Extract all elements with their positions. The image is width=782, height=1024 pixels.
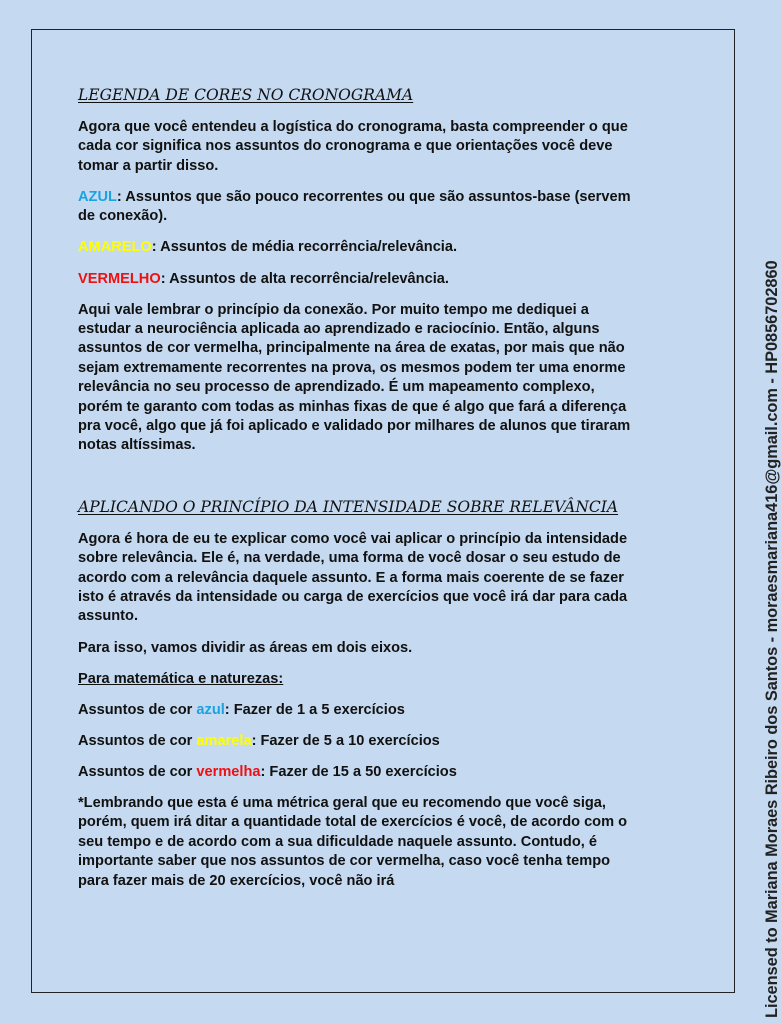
exercise-item-yellow [78, 732, 638, 751]
section-title-intensity: APLICANDO O PRINCÍPIO DA INTENSIDADE SOBRE RELEVÂNCIA [78, 497, 619, 516]
exercise-prefix: Assuntos de cor [78, 701, 197, 718]
license-watermark: Licensed to Mariana Moraes Ribeiro dos Santos - moraesmariana416@gmail.com - HP0856702860 [763, 260, 781, 1018]
intensity-intro: Agora é hora de eu te explicar como você vai aplicar o princípio da intensidade sobre relevância. Ele é, na verdade, uma forma de você dosar o seu estudo de acordo com a relevância daquele assunto. E a forma mais coerente de se fazer isto é através da intensidade ou carga de exercícios que você irá dar para cada assunto. [78, 530, 628, 625]
legend-text-yellow: : Assuntos de média recorrência/relevância. [151, 239, 458, 256]
legend-item-yellow [78, 238, 638, 257]
legend-item-blue [78, 188, 638, 227]
exercise-suffix: : Fazer de 5 a 10 exercícios [251, 732, 440, 749]
legend-text-red: : Assuntos de alta recorrência/relevância. [160, 270, 449, 287]
exercise-item-red [78, 763, 638, 782]
exercise-color-word-yellow: amarela [196, 732, 252, 749]
legend-color-label-blue: AZUL [78, 188, 117, 205]
exercise-prefix: Assuntos de cor [78, 732, 197, 749]
exercise-suffix: : Fazer de 1 a 5 exercícios [224, 701, 405, 718]
subheading-math-nature: Para matemática e naturezas: [78, 670, 284, 687]
section-title-legend: LEGENDA DE CORES NO CRONOGRAMA [78, 86, 414, 104]
exercise-prefix: Assuntos de cor [78, 763, 197, 780]
exercise-color-word-red: vermelha [196, 763, 261, 780]
legend-intro: Agora que você entendeu a logística do cronograma, basta compreender o que cada cor significa nos assuntos do cronograma e que orientações você deve tomar a partir disso. [78, 119, 628, 174]
legend-item-red [78, 270, 638, 289]
exercise-item-blue [78, 701, 638, 720]
legend-text-blue: : Assuntos que são pouco recorrentes ou que são assuntos-base (servem de conexão). [78, 188, 631, 225]
exercise-color-word-blue: azul [196, 701, 225, 718]
note-paragraph: *Lembrando que esta é uma métrica geral que eu recomendo que você siga, porém, quem irá ditar a quantidade total de exercícios é você, de acordo com o seu tempo e de acordo com a sua dificuldade naquele assunto. Contudo, é importante saber que nos assuntos de cor vermelha, caso você tenha tempo para fazer mais de 20 exercícios, você não irá [78, 795, 628, 889]
axes-line: Para isso, vamos dividir as áreas em dois eixos. [78, 639, 413, 656]
connection-paragraph: Aqui vale lembrar o princípio da conexão. Por muito tempo me dediquei a estudar a neurociência aplicada ao aprendizado e raciocínio. Então, alguns assuntos de cor vermelha, principalmente na área de exatas, por mais que não sejam extremamente recorrentes na prova, os mesmos podem ter uma enorme relevância no seu processo de aprendizado. É um mapeamento complexo, porém te garanto com todas as minhas fixas de que é algo que fará a diferença pra você, algo que já foi aplicado e validado por milhares de alunos que tiraram notas altíssimas. [78, 301, 631, 454]
legend-color-label-yellow: AMARELO [78, 239, 152, 256]
document-content [78, 84, 638, 891]
exercise-suffix: : Fazer de 15 a 50 exercícios [260, 763, 457, 780]
legend-color-label-red: VERMELHO [78, 270, 161, 287]
